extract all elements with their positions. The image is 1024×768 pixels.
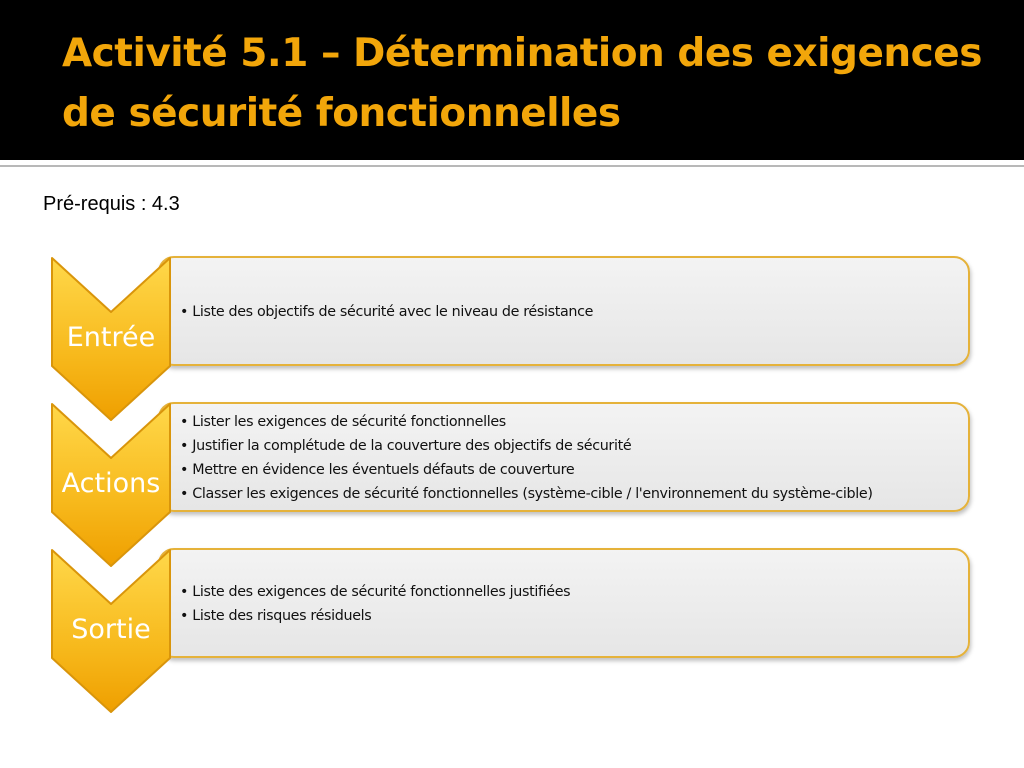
step-label: Actions — [61, 468, 161, 499]
prerequisite-label: Pré-requis : 4.3 — [43, 193, 180, 215]
list-item: • Liste des objectifs de sécurité avec le niveau de résistance — [180, 304, 594, 320]
title-divider — [0, 165, 1024, 167]
step-label: Sortie — [71, 614, 151, 645]
item-list — [180, 300, 954, 324]
list-item: • Justifier la complétude de la couverture des objectifs de sécurité — [180, 438, 632, 454]
step-card — [158, 256, 970, 366]
item-list — [180, 410, 954, 506]
item-list — [180, 580, 954, 628]
step-label: Entrée — [66, 322, 156, 353]
list-item: • Lister les exigences de sécurité fonctionnelles — [180, 414, 506, 430]
list-item: • Liste des exigences de sécurité fonctionnelles justifiées — [180, 584, 571, 600]
step-sortie — [48, 548, 978, 718]
title-bar — [0, 0, 1024, 160]
list-item: • Classer les exigences de sécurité fonctionnelles (système-cible / l'environnement du système-cible) — [180, 486, 873, 502]
page-title: Activité 5.1 – Détermination des exigences de sécurité fonctionnelles — [62, 31, 982, 136]
step-entree — [48, 256, 978, 426]
list-item: • Mettre en évidence les éventuels défauts de couverture — [180, 462, 575, 478]
step-actions — [48, 402, 978, 572]
step-card — [158, 402, 970, 512]
list-item: • Liste des risques résiduels — [180, 608, 372, 624]
step-card — [158, 548, 970, 658]
